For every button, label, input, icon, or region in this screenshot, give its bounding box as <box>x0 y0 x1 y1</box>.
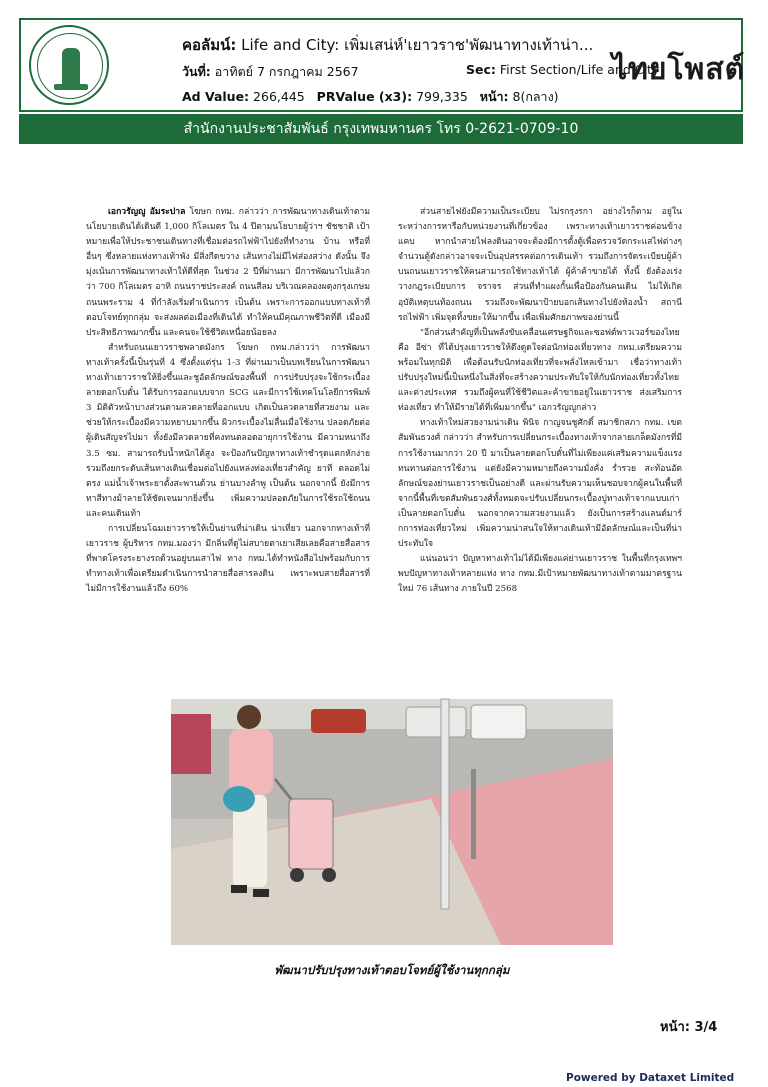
shopping-trolley <box>289 799 333 869</box>
page-number: หน้า: 3/4 <box>660 1020 718 1035</box>
seal-figure-icon <box>62 48 80 88</box>
column-title-label: คอลัมน์: <box>182 36 237 54</box>
trolley-wheel-right <box>322 868 336 882</box>
paragraph <box>86 205 370 341</box>
paragraph-text: แน่นอนว่า ปัญหาทางเท้าไม่ได้มีเพียงแค่ย่านเยาวราช ในพื้นที่กรุงเทพฯ พบปัญหาทางเท้าหลายแห่ง ทาง กทม.มีเป้าหมายพัฒนาทางเท้าตามมาตรฐานใหม่ 76 เส้นทาง ภายในปี 2568 <box>398 554 682 595</box>
article-body <box>86 205 682 657</box>
powered-by: Powered by Dataxet Limited <box>566 1072 735 1084</box>
woman-shoe-right <box>253 889 269 897</box>
article-column-right <box>398 205 682 657</box>
pr-value: 799,335 <box>416 89 468 104</box>
paragraph <box>398 552 682 597</box>
street-pole <box>441 699 449 909</box>
paragraph <box>86 341 370 522</box>
newspaper-brand: ไทยโพสต์ <box>612 52 746 87</box>
paragraph-text: ทางเท้าใหม่สวยงามน่าเดิน พินิจ กาญจนชูศักดิ์ สมาชิกสภา กทม. เขตสัมพันธวงศ์ กล่าวว่า สำหรับการเปลี่ยนกระเบื้องทางเท้าจากลายเกล็ดมังกรที่มีการใช้งานมากว่า 20 ปี มาเป็นลายดอกโบตั๋นที่ไม่เพียงแค่เสริมความแข็งแรงทนทานต่อการใช้งาน แต่ยังมีความหมายถึงความมั่งคั่ง ร่ำรวย สะท้อนอัตลักษณ์ของย่านเยาวราชเป็นอย่างดี และผ่านรับความเห็นชอบจากผู้คนในพื้นที่ จากนี้พื้นที่เขตสัมพันธวงศ์ทั้งหมดจะปรับเปลี่ยนกระเบื้องปูทางเท้าจากแบบเก่าเป็นลายดอกโบตั๋น นอกจากความสวยงามแล้ว ยังเป็นการสร้างแลนด์มาร์กการท่องเที่ยวใหม่ เพิ่มความน่าสนใจให้ทางเดินเท้ามีอัตลักษณ์และเป็นที่น่าประทับใจ <box>398 418 682 550</box>
date-label: วันที่: <box>182 64 211 79</box>
photo-caption: พัฒนาปรับปรุงทางเท้าตอบโจทย์ผู้ใช้งานทุกกลุ่ม <box>274 963 510 977</box>
paragraph-text: การเปลี่ยนโฉมเยาวราชให้เป็นย่านที่น่าเดิน น่าเที่ยว นอกจากทางเท้าที่เยาวราช ผู้บริหาร กทม.มองว่า มีกลิ่นที่ดูไม่สบายตาเยาเสียเลยคือสายสื่อสารที่พาดโครงระยางรถด้วนอยู่บนเสาไฟ ทาง กทม.ได้ทำหนังสือไปพร้อมกับการทำทางเท้าเพื่อเตรียมดำเนินการนำสายสื่อสารลงดิน เพราะพบสายสื่อสารที่ไม่มีการใช้งานแล้วถึง 60% <box>86 523 370 595</box>
ad-value: 266,445 <box>253 89 305 104</box>
date-line <box>182 62 359 82</box>
woman-shirt <box>229 729 273 795</box>
paragraph-text: "อีกส่วนสำคัญที่เป็นพลังขับเคลื่อนเศรษฐกิจและซอฟต์พาวเวอร์ของไทยคือ อีซ่า ที่ได้ปรุงเยาวราชให้ดึงดูดใจต่อนักท่องเที่ยวทาง กทม.เตรียมความพร้อมในทุกมิติ เพื่อต้อนรับนักท่องเที่ยวที่จะพลั่งไหลเข้ามา เชื่อว่าทางเท้าปรับปรุงใหม่นี้เป็นหนึ่งในสิ่งที่จะสร้างความประทับใจให้กับนักท่องเที่ยวทั้งไทยและต่างประเทศ รวมถึงผู้คนที่ใช้ชีวิตและค้าขายอยู่ในเยาวราช ส่งเสริมการท่องเที่ยว ทำให้มีรายได้ที่เพิ่มมากขึ้น" เอกวรัญญูกล่าว <box>398 327 682 414</box>
page-label: หน้า: <box>479 89 509 104</box>
bollard <box>471 769 476 859</box>
paragraph <box>398 205 682 326</box>
trolley-wheel-left <box>290 868 304 882</box>
parked-van <box>471 705 526 739</box>
street-scene-illustration <box>171 699 613 945</box>
woman-shoe-left <box>231 885 247 893</box>
paragraph <box>86 522 370 597</box>
paragraph <box>398 416 682 552</box>
seal-base-icon <box>54 84 88 90</box>
red-car <box>311 709 366 733</box>
section-value: First Section/Life and City <box>499 62 660 77</box>
ad-value-label: Ad Value: <box>182 89 250 104</box>
woman-head <box>237 705 261 729</box>
value-line <box>182 87 559 107</box>
pr-value-label: PRValue (x3): <box>316 89 413 104</box>
bma-seal-logo <box>29 25 109 105</box>
article-photo <box>171 699 613 945</box>
column-title <box>182 33 593 57</box>
column-title-text: Life and City: เพิ่มเสน่ห์'เยาวราช'พัฒนาทางเท้าน่า... <box>241 36 594 54</box>
seal-ring-icon <box>37 33 103 99</box>
paragraph-text: สำหรับถนนเยาวราชพลาดมังกร โฆษก กทม.กล่าวว่า การพัฒนาทางเท้าครั้งนี้เป็นรุ่นที่ 4 ซึ่งตั้งแต่รุ่น 1-3 ที่ผ่านมาเป็นบทเรียนในการพัฒนาทางเท้าเยาวราชให้ยิ่งขึ้นและชูอัตลักษณ์ของพื้นที่ การปรับปรุงจะใช้กระเบื้องลายดอกโบตั๋น ได้รับการออกแบบจาก SCG และมีการใช้เทคโนโลยีการพิมพ์ 3 มิติตัวหน้าบางส่วนตามลวดลายที่ออกแบบ เกิดเป็นลวดลายที่สวยงาม และช่วยให้กระเบื้องมีความหยาบมากขึ้น ผิวกระเบื้องไม่ลื่นเมื่อใช้งาน ปลอดภัยต่อผู้เดินสัญจรไปมา ทั้งยังมีลวดลายที่คงทนตลอดอายุการใช้งาน มีความหนาถึง 3.5 ซม. สามารถรับน้ำหนักได้สูง จะป้องกันปัญหาทางเท้าชำรุดแตกหักง่าย รวมถึงยกระดับเส้นทางเดินเชื่อมต่อไปยังแหล่งท่องเที่ยวสำคัญ ยาที ตลอดไม่ตรง แม่น้ำเจ้าพระยาตั้งสะพานด้วน ย่านบางลำพู เป็นต้น นอกจากนี้ ยังมีการทาสีทางม้าลายให้ชัดเจนมากยิ่งขึ้น เพิ่มความปลอดภัยในการใช้รถใช้ถนนและคนเดินเท้า <box>86 342 370 519</box>
section-line <box>466 62 660 77</box>
article-column-left <box>86 205 370 657</box>
page-value: 8(กลาง) <box>512 89 559 104</box>
red-vehicle-left <box>171 714 211 774</box>
shoulder-bag <box>223 786 255 812</box>
section-label: Sec: <box>466 62 496 77</box>
date-value: อาทิตย์ 7 กรกฎาคม 2567 <box>214 64 359 79</box>
paragraph-lead: เอกวรัญญู อัมระปาล <box>108 207 186 217</box>
paragraph-text: โฆษก กทม. กล่าวว่า การพัฒนาทางเดินเท้าตามนโยบายเดินได้เดินดี 1,000 กิโลเมตร ใน 4 ปีตามนโยบายผู้ว่าฯ ชัชชาติ เป้าหมายเพื่อให้ประชาชนเดินทางที่เชื่อมต่อรถไฟฟ้าไปยังที่ทำงาน บ้าน หรือที่อื่นๆ ซึ่งหลายแห่งทางเท้าพัง มีสิ่งกีดขวาง เส้นทางไม่มีไฟส่องสว่าง ดังนั้น จึงมุ่งเน้นการพัฒนาทางเท้าให้ดีที่สุด ในช่วง 2 ปีที่ผ่านมา มีการพัฒนาไปแล้วกว่า 700 กิโลเมตร อาทิ ถนนราชประสงค์ ถนนสีลม บริเวณคลองผดุงกรุงเกษม ถนนพระราม 4 ที่กำลังเริ่มดำเนินการ เป็นต้น เพราะการออกแบบทางเท้าที่ตอบโจทย์ทุกกลุ่ม จะส่งผลต่อเมืองที่เดินได้ ทำให้คนมีคุณภาพชีวิตที่ดี เมืองมีประสิทธิภาพมากขึ้น และคนจะใช้ชีวิตเหนื่อยน้อยลง <box>86 207 370 338</box>
parked-car <box>406 707 466 737</box>
paragraph-text: ส่วนสายไฟยังมีความเป็นระเบียบ ไม่รกรุงรกา อย่างไรก็ตาม อยู่ในระหว่างการหารือกับหน่วยงานที่เกี่ยวข้อง เพราะทางเท้าเยาวราชค่อนข้างแคบ หากนำสายไฟลงดินอาจจะต้องมีการตั้งตู้เพื่อตรวจวัดกระแสไฟต่างๆ จำนวนตู้ดังกล่าวอาจจะเป็นอุปสรรคต่อการเดินเท้า รวมถึงการจัดระเบียบผู้ค้าบนถนนเยาวราชให้คนสามารถใช้ทางเท้าได้ ผู้ค้าค้าขายได้ ทั้งนี้ ยังต้องเร่งวางกฎระเบียบการ จราจร ส่วนที่ทำแผงกั้นเพื่อป้องกันคนเดิน ไม่ให้เกิดอุบัติเหตุบนท้องถนน รวมถึงจะพัฒนาป้ายบอกเส้นทางไปยังห้องน้ำ สถานีรถไฟฟ้า เพิ่มจุดทิ้งขยะให้มากขึ้น เพื่อเพิ่มศักยภาพของย่านนี้ <box>398 207 682 323</box>
contact-banner: สำนักงานประชาสัมพันธ์ กรุงเทพมหานคร โทร 0-2621-0709-10 <box>19 114 743 144</box>
paragraph <box>398 326 682 417</box>
